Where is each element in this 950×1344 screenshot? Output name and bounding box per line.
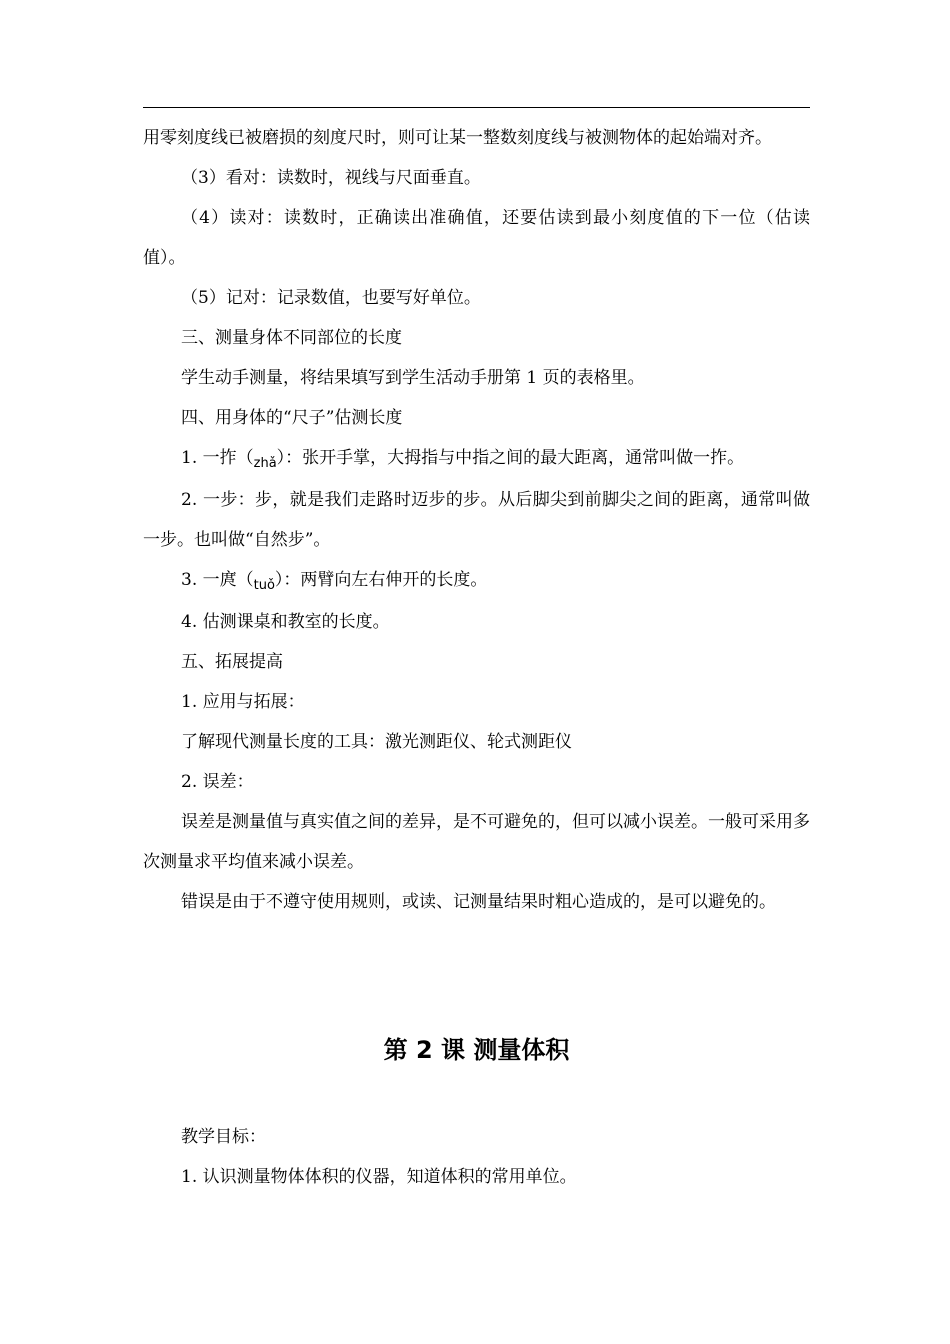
list-item (143, 438, 810, 480)
objective-item: 1. 认识测量物体体积的仪器，知道体积的常用单位。 (181, 1167, 577, 1187)
section-heading: 五、拓展提高 (181, 652, 283, 672)
list-item: 2. 一步：步，就是我们走路时迈步的步。从后脚尖到前脚尖之间的距离，通常叫做一步。也叫做“自然步”。 (143, 490, 810, 550)
document-body (143, 118, 810, 922)
list-item: 4. 估测课桌和教室的长度。 (181, 612, 390, 632)
paragraph: 了解现代测量长度的工具：激光测距仪、轮式测距仪 (181, 732, 572, 752)
objectives-heading: 教学目标： (181, 1127, 266, 1147)
pinyin: zhǎ (253, 456, 277, 471)
paragraph: 学生动手测量，将结果填写到学生活动手册第 1 页的表格里。 (181, 368, 645, 388)
header-rule (143, 107, 810, 108)
item-text: ）：张开手掌，大拇指与中指之间的最大距离，通常叫做一拃。 (276, 448, 745, 468)
item-text: 3. 一庹（ (181, 570, 254, 590)
paragraph: （4）读对：读数时，正确读出准确值，还要估读到最小刻度值的下一位（估读值）。 (143, 208, 810, 268)
pinyin: tuǒ (253, 578, 275, 593)
paragraph: （3）看对：读数时，视线与尺面垂直。 (181, 168, 481, 188)
list-item: 1. 应用与拓展： (181, 692, 305, 712)
lesson-title: 第 2 课 测量体积 (383, 1036, 570, 1064)
paragraph: 用零刻度线已被磨损的刻度尺时，则可让某一整数刻度线与被测物体的起始端对齐。 (143, 128, 772, 148)
item-text: 1. 一拃（ (181, 448, 254, 468)
list-item (143, 560, 810, 602)
list-item: 2. 误差： (181, 772, 254, 792)
paragraph: 误差是测量值与真实值之间的差异，是不可避免的，但可以减小误差。一般可采用多次测量求平均值来减小误差。 (143, 812, 810, 872)
section-heading: 四、用身体的“尺子”估测长度 (181, 408, 403, 428)
paragraph: 错误是由于不遵守使用规则，或读、记测量结果时粗心造成的，是可以避免的。 (181, 892, 776, 912)
item-text: ）：两臂向左右伸开的长度。 (274, 570, 488, 590)
section-heading: 三、测量身体不同部位的长度 (181, 328, 402, 348)
paragraph: （5）记对：记录数值，也要写好单位。 (181, 288, 481, 308)
